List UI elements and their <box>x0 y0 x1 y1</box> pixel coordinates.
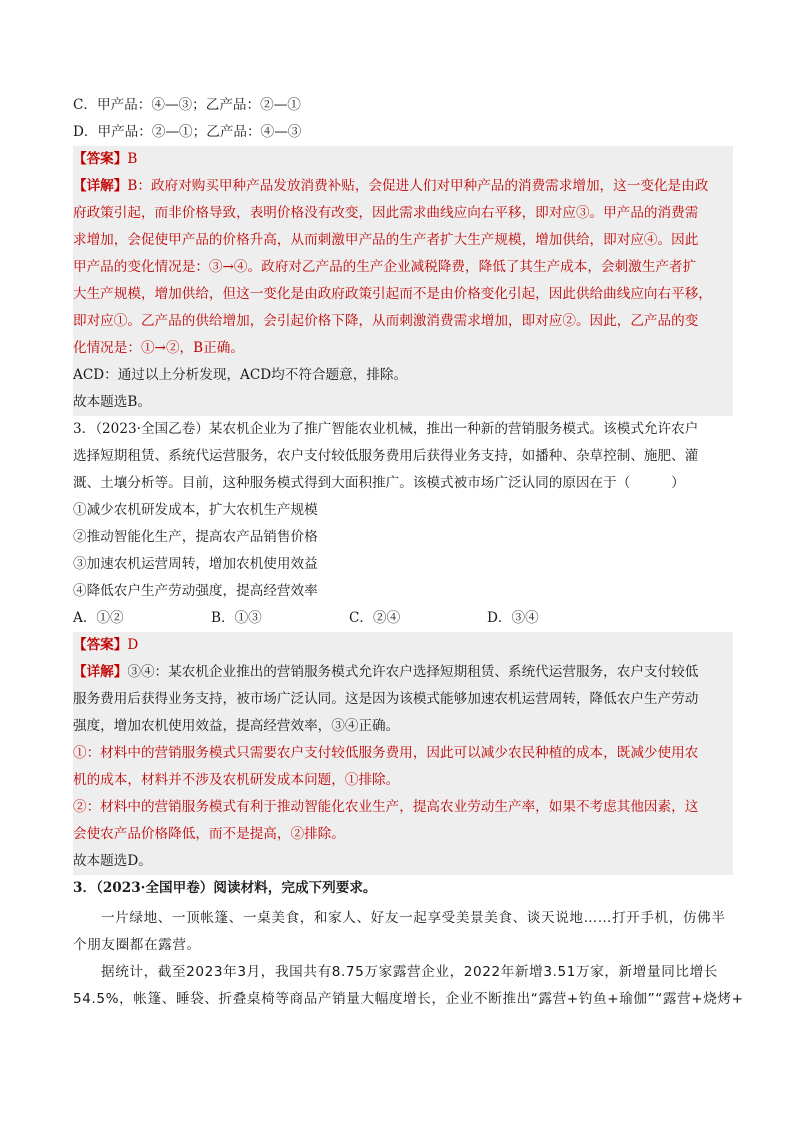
q3-option-c: C．②④ <box>349 610 401 626</box>
q3-answer <box>73 632 733 659</box>
q2-answer <box>73 146 733 173</box>
answer-value: D <box>127 637 139 653</box>
q2-explain-line-5: 大生产规模，增加供给，但这一变化是由政府政策引起而不是由价格变化引起，因此供给曲线应向右平移， <box>73 286 712 302</box>
q4-material-line-2: 个朋友圈都在露营。 <box>73 937 201 953</box>
q4-material-line-1: 一片绿地、一顶帐篷、一桌美食，和家人、好友一起享受美景美食、谈天说地……打开手机，仿佛半 <box>101 910 726 926</box>
q3-stem-line-1: 3．（2023·全国乙卷）某农机企业为了推广智能农业机械，推出一种新的营销服务模式。该模式允许农户 <box>73 421 699 437</box>
q3-wrong2-line-2: 会使农产品价格降低，而不是提高，②排除。 <box>73 826 345 842</box>
q3-wrong1-line-2: 机的成本，材料并不涉及农机研发成本问题，①排除。 <box>73 772 400 788</box>
q2-explain-line-7: 化情况是：①→②，B正确。 <box>73 340 244 356</box>
q2-acd-line: ACD：通过以上分析发现，ACD均不符合题意，排除。 <box>73 367 408 383</box>
q2-explain-line-4: 甲产品的变化情况是：③→④。政府对乙产品的生产企业减税降费，降低了其生产成本，会刺激生产者扩 <box>73 259 697 275</box>
q3-stem-line-2: 选择短期租赁、系统代运营服务，农户支付较低服务费用后获得业务支持，如播种、杂草控制、施肥、灌 <box>73 448 699 464</box>
page-content <box>73 92 744 1013</box>
q4-material-line-4: 54.5%，帐篷、睡袋、折叠桌椅等商品产销量大幅度增长，企业不断推出“露营+钓鱼+瑜伽”“露营+烧烤+ <box>73 991 744 1007</box>
q3-option-d: D．③④ <box>487 610 539 626</box>
q3-statement-1: ①减少农机研发成本，扩大农机生产规模 <box>73 502 318 518</box>
answer-label: 【答案】 <box>73 637 128 653</box>
q3-wrong1-line-1: ①：材料中的营销服务模式只需要农户支付较低服务费用，因此可以减少农民种植的成本，既减少使用农 <box>73 745 699 761</box>
answer-value: B <box>127 151 138 167</box>
q3-statement-2: ②推动智能化生产，提高农产品销售价格 <box>73 529 318 545</box>
explain-label: 【详解】 <box>73 664 128 680</box>
option-d: D．甲产品：②—①；乙产品：④—③ <box>73 124 302 140</box>
q2-explain-line-3: 求增加，会促使甲产品的价格升高，从而刺激甲产品的生产者扩大生产规模，增加供给，即对应④。因此 <box>73 232 699 248</box>
q3-option-b: B．①③ <box>211 610 262 626</box>
q3-explain-line-3: 强度，增加农机使用效益，提高经营效率，③④正确。 <box>73 718 400 734</box>
q2-explain-line-2: 府政策引起，而非价格导致，表明价格没有改变，因此需求曲线应向右平移，即对应③。甲产品的消费需 <box>73 205 699 221</box>
q2-explain-line-1: 【详解】B：政府对购买甲种产品发放消费补贴，会促进人们对甲种产品的消费需求增加，这一变化是由政 <box>73 178 709 194</box>
option-c: C．甲产品：④—③；乙产品：②—① <box>73 97 301 113</box>
answer-label: 【答案】 <box>73 151 128 167</box>
explain-label: 【详解】 <box>73 178 128 194</box>
q2-explain-line-6: 即对应①。乙产品的供给增加，会引起价格下降，从而刺激消费需求增加，即对应②。因此，乙产品的变 <box>73 313 699 329</box>
q3-option-a: A．①② <box>73 610 124 626</box>
q2-conclusion: 故本题选B。 <box>73 394 151 410</box>
q3-options <box>73 605 733 632</box>
q2-answer-block <box>73 146 733 416</box>
q3-conclusion: 故本题选D。 <box>73 853 152 869</box>
q3-answer-block <box>73 632 733 875</box>
q3-statement-4: ④降低农户生产劳动强度，提高经营效率 <box>73 583 318 599</box>
q3-wrong2-line-1: ②：材料中的营销服务模式有利于推动智能化农业生产，提高农业劳动生产率，如果不考虑其他因素，这 <box>73 799 699 815</box>
q3-explain-line-1: 【详解】③④：某农机企业推出的营销服务模式允许农户选择短期租赁、系统代运营服务，农户支付较低 <box>73 664 699 680</box>
q4-material-line-3: 据统计，截至2023年3月，我国共有8.75万家露营企业，2022年新增3.51万家，新增量同比增长 <box>101 964 718 980</box>
q3-statement-3: ③加速农机运营周转，增加农机使用效益 <box>73 556 318 572</box>
q4-stem: 3．（2023·全国甲卷）阅读材料，完成下列要求。 <box>73 880 377 896</box>
q3-stem-line-3: 溉、土壤分析等。目前，这种服务模式得到大面积推广。该模式被市场广泛认同的原因在于（ ） <box>73 475 685 491</box>
q3-explain-line-2: 服务费用后获得业务支持，被市场广泛认同。这是因为该模式能够加速农机运营周转，降低农户生产劳动 <box>73 691 699 707</box>
